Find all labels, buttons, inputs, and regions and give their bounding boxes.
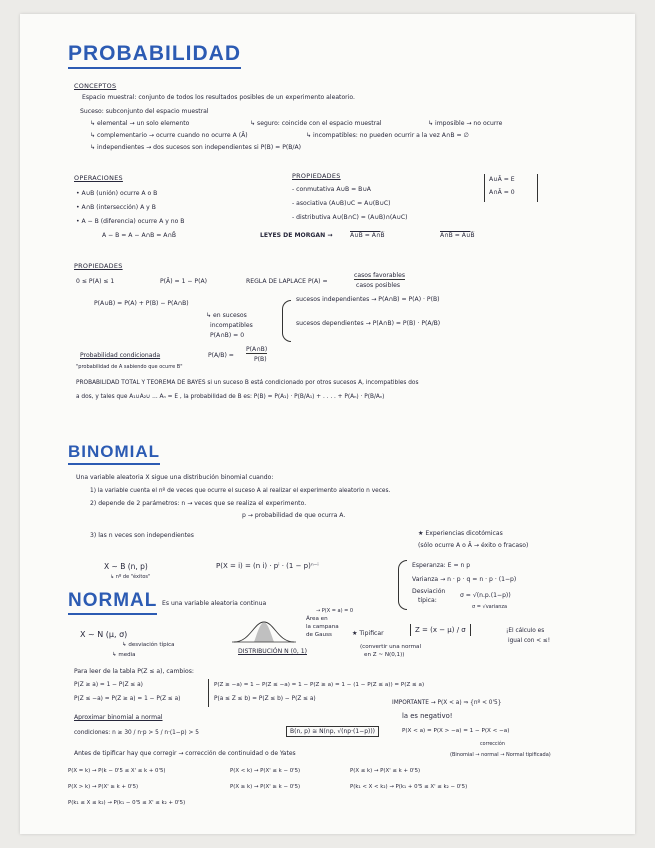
calc-note-2: igual con < ≤! [508, 638, 551, 644]
negativo-note: la es negativo! [402, 712, 453, 720]
notes-page [20, 14, 635, 834]
correccion-line: Antes de tipificar hay que corregir → corrección de continuidad o de Yates [74, 750, 296, 757]
binomial-cond-2b: p → probabilidad de que ocurra A. [242, 512, 346, 519]
gauss-bell-curve-icon [232, 620, 296, 644]
correccion-label: corrección [480, 742, 505, 747]
morgan-law-1: A∪B = Ā∩B̄ [350, 232, 385, 239]
simetria-note: P(X < a) = P(X > −a) = 1 − P(X < −a) [402, 728, 510, 734]
yates-rule-5: P(X ≥ k) → P(X' ≥ k − 0'5) [230, 784, 301, 790]
aprox-conditions: condiciones: n ≥ 30 / n·p > 5 / n·(1−p) > 5 [74, 730, 199, 736]
prop-conmutativa: - conmutativa A∪B = B∪A [292, 186, 371, 193]
tabla-rule-2: P(Z ≤ −a) = P(Z ≥ a) = 1 − P(Z ≤ a) [74, 696, 181, 702]
binomial-cond-3: 3) las n veces son independientes [90, 532, 194, 539]
tabla-divider [208, 679, 209, 707]
yates-rule-7: P(k₁ ≤ X ≤ k₂) → P(k₁ − 0'5 ≤ X' ≤ k₂ + 0'5) [68, 800, 186, 806]
formula-dependientes: sucesos dependientes → P(A∩B) = P(B) · P(A/B) [296, 320, 441, 327]
text-seguro: ↳ seguro: coincide con el espacio muestral [250, 120, 382, 127]
union-formula: P(A∪B) = P(A) + P(B) − P(A∩B) [94, 300, 189, 307]
complement-intersection: A∩Ā = 0 [489, 189, 515, 196]
cond-note: "probabilidad de A sabiendo que ocurre B" [76, 364, 183, 370]
aprox-formula-box: B(n, p) ≅ N(np, √(np·(1−p))) [286, 726, 379, 737]
heading-propiedades-conjuntos: PROPIEDADES [292, 172, 341, 180]
binomial-stats-brace [398, 560, 407, 610]
indep-brace [282, 300, 291, 342]
normal-definition-note: → P(X = a) = 0 [316, 608, 354, 614]
laplace-label: REGLA DE LAPLACE P(A) = [246, 278, 328, 285]
incomp-note-1: ↳ en sucesos [206, 312, 247, 319]
bayes-line-2: a dos, y tales que A₁∪A₂∪ ... Aₙ = E , la probabilidad de B es: P(B) = P(A₁) · P(B/A₁) + . . . . + P(Aₙ) · P(B/Aₙ) [76, 394, 385, 400]
yates-rule-4: P(X > k) → P(X' ≥ k + 0'5) [68, 784, 139, 790]
complement-union: A∪Ā = E [489, 176, 515, 183]
text-elemental: ↳ elemental → un solo elemento [90, 120, 190, 127]
prop-distributiva: - distributiva A∪(B∩C) = (A∪B)∩(A∪C) [292, 214, 408, 221]
importante-note: IMPORTANTE → P(X < a) ⇒ {nº < 0'5} [392, 700, 502, 706]
binomial-desviacion-label: Desviación [412, 588, 446, 595]
area-note-3: de Gauss [306, 632, 332, 638]
bayes-line-1: PROBABILIDAD TOTAL Y TEOREMA DE BAYES si un suceso B está condicionado por otros sucesos A, incompatibles dos [76, 380, 419, 386]
text-espacio-muestral: Espacio muestral: conjunto de todos los resultados posibles de un experimento aleatorio. [82, 94, 355, 101]
text-suceso: Suceso: subconjunto del espacio muestral [80, 108, 209, 115]
cond-numerator: P(A∩B) [246, 346, 268, 353]
tipificar-formula: Z = (x − μ) / σ [410, 624, 471, 636]
area-note-2: la campana [306, 624, 339, 630]
op-diferencia: • A − B (diferencia) ocurre A y no B [76, 218, 185, 225]
binomial-desviacion-note: σ = √varianza [472, 604, 508, 610]
tipificar-note-1: (convertir una normal [360, 644, 421, 650]
binomial-esperanza: Esperanza: E = n p [412, 562, 471, 569]
morgan-label: LEYES DE MORGAN → [260, 232, 333, 239]
calc-note-1: ¡El cálculo es [506, 628, 545, 634]
normal-notation: X ~ N (μ, σ) [80, 630, 128, 639]
dicotomicas-note: (sólo ocurre A o Ā → éxito o fracaso) [418, 542, 529, 549]
binomial-desviacion-formula: σ = √(n.p.(1−p)) [460, 592, 511, 599]
tipificar-label: ★ Tipificar [352, 630, 384, 637]
text-independientes: ↳ independientes → dos sucesos son independientes si P(B) = P(B/A) [90, 144, 302, 151]
binomial-cond-2: 2) depende de 2 parámetros: n → veces que se realiza el experimento. [90, 500, 307, 507]
tabla-intro: Para leer de la tabla P(Z ≤ a), cambios: [74, 668, 194, 675]
heading-conceptos: CONCEPTOS [74, 82, 117, 90]
text-incompatibles: ↳ incompatibles: no pueden ocurrir a la vez A∩B = ∅ [306, 132, 469, 139]
section-title-binomial: BINOMIAL [68, 442, 160, 465]
yates-rule-1: P(X = k) → P(k − 0'5 ≤ X' ≤ k + 0'5) [68, 768, 166, 774]
binomial-formula: P(X = i) = (n i) · pⁱ · (1 − p)ⁿ⁻ⁱ [216, 562, 319, 570]
yates-rule-6: P(k₁ < X < k₂) → P(k₁ + 0'5 ≤ X' ≤ k₂ − 0'5) [350, 784, 468, 790]
heading-propiedades-probabilidad: PROPIEDADES [74, 262, 123, 270]
cond-label: Probabilidad condicionada [80, 352, 161, 359]
cond-denominator: P(B) [254, 356, 267, 363]
heading-operaciones: OPERACIONES [74, 174, 123, 182]
op-interseccion: • A∩B (intersección) A y B [76, 204, 156, 211]
op-union: • A∪B (unión) ocurre A o B [76, 190, 158, 197]
complement-box [484, 174, 538, 202]
normal-standard-distribution: DISTRIBUCIÓN N (0, 1) [238, 648, 307, 655]
laplace-numerator: casos favorables [354, 272, 406, 279]
incomp-note-2: incompatibles [210, 322, 253, 329]
yates-rule-3: P(X ≤ k) → P(X' ≤ k + 0'5) [350, 768, 421, 774]
text-complementario: ↳ complementario → ocurre cuando no ocurre A (Ā) [90, 132, 248, 139]
tabla-rule-1: P(Z ≥ a) = 1 − P(Z ≤ a) [74, 682, 143, 688]
correccion-flow-note: (Binomial → normal → Normal tipificada) [450, 752, 551, 758]
binomial-desviacion-label-2: típica: [418, 597, 437, 604]
prop-complementario: P(Ā) = 1 − P(A) [160, 278, 208, 285]
area-note-1: Área en [306, 616, 328, 622]
section-title-probabilidad: PROBABILIDAD [68, 42, 241, 69]
aprox-title: Aproximar binomial a normal [74, 714, 163, 721]
incomp-note-3: P(A∩B) = 0 [210, 332, 245, 339]
text-imposible: ↳ imposible → no ocurre [428, 120, 503, 127]
prop-rango: 0 ≤ P(A) ≤ 1 [76, 278, 115, 285]
binomial-varianza: Varianza → n · p · q = n · p · (1−p) [412, 576, 517, 583]
tabla-rule-3: P(Z ≥ −a) = 1 − P(Z ≤ −a) = 1 − P(Z ≥ a) = 1 − (1 − P(Z ≤ a)) = P(Z ≤ a) [214, 682, 425, 688]
tabla-rule-4: P(a ≤ Z ≤ b) = P(Z ≤ b) − P(Z ≤ a) [214, 696, 316, 702]
binomial-cond-1: 1) la variable cuenta el nº de veces que ocurre el suceso A al realizar el experimento aleatorio n veces. [90, 488, 391, 494]
morgan-law-2: A∩B = Ā∪B̄ [440, 232, 475, 239]
normal-definition: Es una variable aleatoria continua [162, 600, 267, 607]
yates-rule-2: P(X < k) → P(X' ≤ k − 0'5) [230, 768, 301, 774]
prop-asociativa: - asociativa (A∪B)∪C = A∪(B∪C) [292, 200, 391, 207]
laplace-denominator: casos posibles [356, 282, 401, 289]
formula-independientes: sucesos independientes → P(A∩B) = P(A) · P(B) [296, 296, 440, 303]
cond-expr: P(A/B) = [208, 352, 234, 359]
binomial-notation: X ~ B (n, p) [104, 562, 148, 571]
normal-mu-note: ↳ media [112, 652, 136, 658]
section-title-normal: NORMAL [68, 590, 157, 615]
dicotomicas-title: ★ Experiencias dicotómicas [418, 530, 503, 537]
op-diferencia-formula: A − B = A − A∩B = A∩B̄ [102, 232, 177, 239]
tipificar-note-2: en Z ~ N(0,1)) [364, 652, 405, 658]
binomial-notation-note: ↳ nº de "éxitos" [110, 574, 151, 580]
binomial-intro: Una variable aleatoria X sigue una distribución binomial cuando: [76, 474, 274, 481]
normal-sigma-note: ↳ desviación típica [122, 642, 175, 648]
